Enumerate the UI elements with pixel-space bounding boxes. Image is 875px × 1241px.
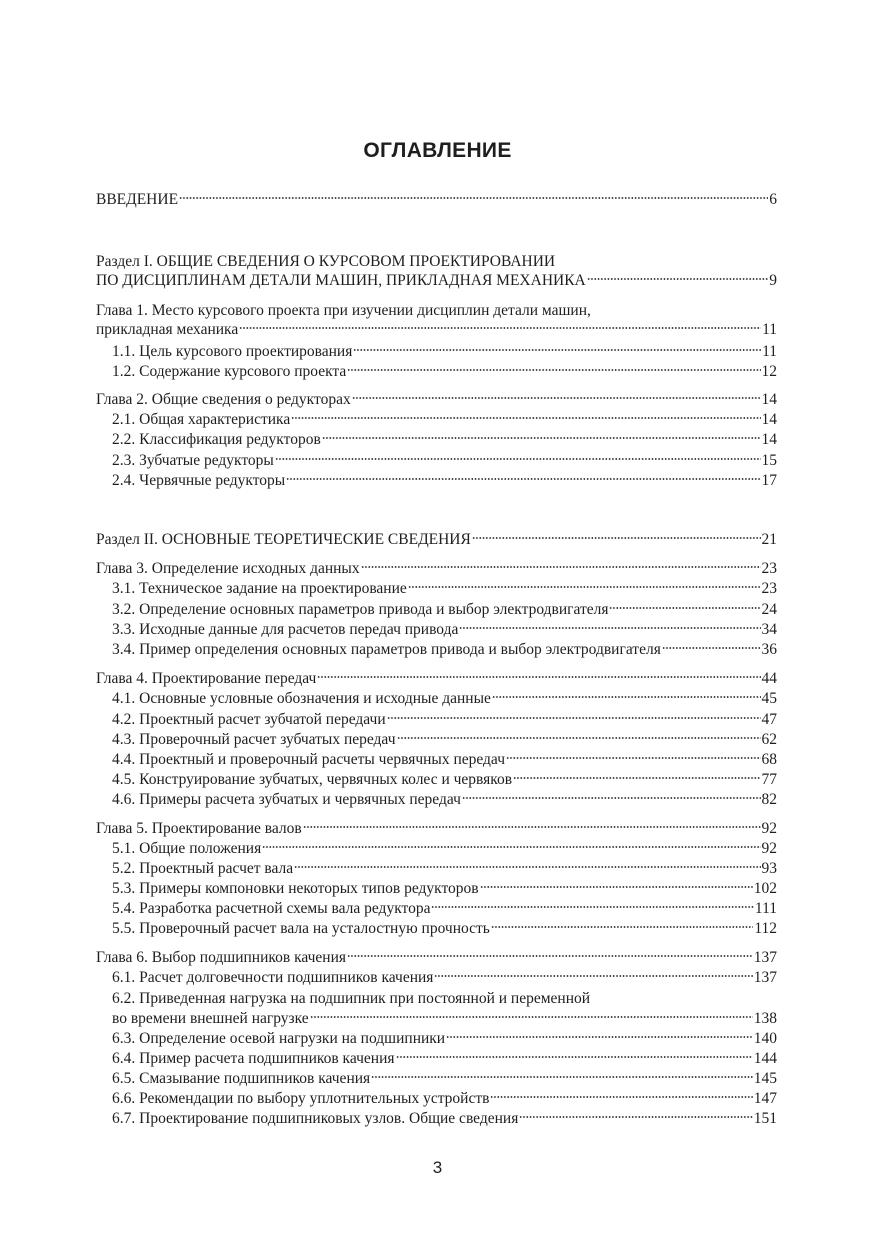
toc-entry-title: 6.5. Смазывание подшипников качения: [112, 1070, 371, 1087]
toc-entry-page: 62: [761, 731, 777, 748]
dot-leader: [294, 865, 760, 869]
page-title: ОГЛАВЛЕНИЕ: [363, 139, 512, 162]
toc-entry-page: 111: [754, 900, 777, 917]
toc-entry-page: 11: [762, 343, 777, 360]
toc-entry: [112, 839, 777, 858]
toc-entry-page: 9: [769, 272, 777, 289]
toc-entry-page: 137: [753, 969, 777, 986]
toc-entry-page: 21: [761, 531, 777, 548]
dot-leader: [408, 585, 761, 589]
toc-entry: [96, 819, 777, 838]
dot-leader: [291, 416, 760, 420]
toc-entry-title: 6.4. Пример расчета подшипников качения: [112, 1050, 395, 1067]
toc-entry: [96, 320, 777, 339]
dot-leader: [353, 348, 761, 352]
dot-leader: [397, 736, 761, 740]
toc-entry-page: 36: [761, 641, 777, 658]
toc-entry: [112, 968, 777, 987]
toc-entry: [112, 600, 777, 619]
toc-entry-page: 77: [761, 771, 777, 788]
toc-entry-page: 14: [761, 411, 777, 428]
toc-entry-title: ПО ДИСЦИПЛИНАМ ДЕТАЛИ МАШИН, ПРИКЛАДНАЯ МЕХАНИКА: [96, 272, 586, 289]
dot-leader: [513, 776, 760, 780]
toc-entry-page: 68: [761, 751, 777, 768]
toc-entry: [96, 669, 777, 688]
toc-entry: [112, 899, 777, 918]
toc-entry-title-line: Раздел I. ОБЩИЕ СВЕДЕНИЯ О КУРСОВОМ ПРОЕКТИРОВАНИИ: [96, 253, 556, 270]
toc-entry: [112, 1049, 777, 1068]
toc-entry: [112, 342, 777, 361]
toc-entry-page: 93: [761, 860, 777, 877]
toc-entry: [112, 919, 777, 938]
toc-entry: [112, 451, 777, 470]
toc-entry-title: 5.4. Разработка расчетной схемы вала редуктора: [112, 900, 431, 917]
toc-entry: [112, 689, 777, 708]
toc-entry-page: 140: [753, 1030, 777, 1047]
dot-leader: [609, 606, 760, 610]
dot-leader: [446, 1035, 753, 1039]
dot-leader: [506, 756, 761, 760]
toc-entry-title: 5.5. Проверочный расчет вала на усталостную прочность: [112, 920, 490, 937]
page-number: 3: [432, 1158, 443, 1177]
toc-entry-title: 2.4. Червячные редукторы: [112, 472, 286, 489]
dot-leader: [179, 196, 768, 200]
dot-leader: [387, 716, 761, 720]
dot-leader: [396, 1055, 753, 1059]
toc-entry-page: 6: [769, 191, 777, 208]
dot-leader: [434, 974, 752, 978]
dot-leader: [347, 368, 760, 372]
toc-entry-page: 23: [761, 580, 777, 597]
toc-entry-title: 5.3. Примеры компоновки некоторых типов редукторов: [112, 880, 479, 897]
toc-entry: [112, 1089, 777, 1108]
toc-entry-page: 15: [761, 452, 777, 469]
toc-entry: [96, 948, 777, 967]
toc-entry: [112, 730, 777, 749]
dot-leader: [492, 695, 761, 699]
toc-entry-page: 44: [761, 670, 777, 687]
toc-entry: [112, 790, 777, 809]
dot-leader: [310, 1015, 753, 1019]
toc-entry: [112, 1029, 777, 1048]
toc-entry-page: 23: [761, 560, 777, 577]
toc-entry-title: Раздел II. ОСНОВНЫЕ ТЕОРЕТИЧЕСКИЕ СВЕДЕНИЯ: [96, 531, 471, 548]
toc-entry-title: Глава 6. Выбор подшипников качения: [96, 949, 347, 966]
toc-entry-title: 4.4. Проектный и проверочный расчеты червячных передач: [112, 751, 505, 768]
toc-entry-title: Глава 3. Определение исходных данных: [96, 560, 360, 577]
dot-leader: [352, 396, 761, 400]
toc-entry-title: 4.5. Конструирование зубчатых, червячных колес и червяков: [112, 771, 513, 788]
dot-leader: [459, 626, 760, 630]
toc-entry: [112, 1069, 777, 1088]
toc-entry-title: 1.1. Цель курсового проектирования: [112, 343, 353, 360]
dot-leader: [275, 457, 761, 461]
dot-leader: [431, 905, 753, 909]
toc-entry: [112, 362, 777, 381]
toc-entry: [112, 750, 777, 769]
toc-entry: [96, 190, 777, 209]
toc-entry-title: 5.2. Проектный расчет вала: [112, 860, 294, 877]
toc-entry: [96, 271, 777, 290]
toc-entry-page: 34: [761, 621, 777, 638]
toc-entry: [112, 579, 777, 598]
toc-entry: [112, 640, 777, 659]
toc-entry: [112, 620, 777, 639]
toc-entry-title: во времени внешней нагрузке: [112, 1010, 309, 1027]
toc-entry-page: 138: [753, 1010, 777, 1027]
toc-entry: [96, 390, 777, 409]
dot-leader: [322, 436, 761, 440]
dot-leader: [286, 477, 760, 481]
toc-entry-title: 6.7. Проектирование подшипниковых узлов. Общие сведения: [112, 1110, 519, 1127]
toc-entry: [112, 770, 777, 789]
toc-entry-title: Глава 2. Общие сведения о редукторах: [96, 391, 351, 408]
toc-entry-page: 147: [753, 1090, 777, 1107]
toc-entry-title: 1.2. Содержание курсового проекта: [112, 363, 347, 380]
toc-entry: [112, 710, 777, 729]
toc-entry-page: 45: [761, 690, 777, 707]
toc-entry: [96, 559, 777, 578]
toc-entry-title: 3.2. Определение основных параметров привода и выбор электродвигателя: [112, 601, 609, 618]
dot-leader: [480, 885, 753, 889]
toc-entry-title: 5.1. Общие положения: [112, 840, 262, 857]
dot-leader: [371, 1075, 753, 1079]
toc-entry-title: 2.2. Классификация редукторов: [112, 431, 321, 448]
toc-entry-title: прикладная механика: [96, 321, 239, 338]
dot-leader: [662, 646, 761, 650]
dot-leader: [587, 277, 769, 281]
toc-entry-page: 102: [753, 880, 777, 897]
toc-entry-title-line: Глава 1. Место курсового проекта при изучении дисциплин детали машин,: [96, 302, 591, 319]
toc-entry: [112, 410, 777, 429]
toc-entry-title: 4.6. Примеры расчета зубчатых и червячных передач: [112, 791, 461, 808]
toc-entry-page: 24: [761, 601, 777, 618]
toc-entry-page: 14: [761, 431, 777, 448]
toc-entry-title: 3.1. Техническое задание на проектирование: [112, 580, 407, 597]
toc-entry-title: 4.3. Проверочный расчет зубчатых передач: [112, 731, 396, 748]
toc-entry-title: 3.4. Пример определения основных параметров привода и выбор электродвигателя: [112, 641, 661, 658]
dot-leader: [303, 825, 761, 829]
toc-entry-page: 137: [753, 949, 777, 966]
toc-entry-page: 112: [754, 920, 777, 937]
dot-leader: [347, 954, 753, 958]
toc-entry-page: 11: [762, 321, 777, 338]
toc-entry: [112, 879, 777, 898]
toc-entry-title: ВВЕДЕНИЕ: [96, 191, 179, 208]
dot-leader: [239, 326, 761, 330]
toc-entry-title: Глава 4. Проектирование передач: [96, 670, 317, 687]
toc-entry-page: 151: [753, 1110, 777, 1127]
toc-entry-title: 2.3. Зубчатые редукторы: [112, 452, 274, 469]
dot-leader: [472, 536, 761, 540]
toc-entry-page: 92: [761, 820, 777, 837]
toc-entry-title: 4.1. Основные условные обозначения и исходные данные: [112, 690, 491, 707]
dot-leader: [361, 565, 761, 569]
toc-entry-title: Глава 5. Проектирование валов: [96, 820, 302, 837]
toc-entry-title: 6.1. Расчет долговечности подшипников качения: [112, 969, 434, 986]
toc-entry-page: 92: [761, 840, 777, 857]
toc-entry-title: 4.2. Проектный расчет зубчатой передачи: [112, 711, 386, 728]
dot-leader: [490, 1095, 752, 1099]
toc-entry: [112, 430, 777, 449]
toc-entry-title: 6.3. Определение осевой нагрузки на подшипники: [112, 1030, 446, 1047]
toc-entry-page: 17: [761, 472, 777, 489]
toc-entry-title: 3.3. Исходные данные для расчетов передач привода: [112, 621, 459, 638]
toc-entry-title: 6.6. Рекомендации по выбору уплотнительных устройств: [112, 1090, 490, 1107]
toc-entry-page: 47: [761, 711, 777, 728]
dot-leader: [491, 925, 753, 929]
toc-entry: [96, 530, 777, 549]
toc-entry-page: 82: [761, 791, 777, 808]
toc-entry-page: 14: [761, 391, 777, 408]
toc-entry-page: 12: [761, 363, 777, 380]
dot-leader: [262, 845, 760, 849]
toc-entry-page: 145: [753, 1070, 777, 1087]
toc-entry: [112, 471, 777, 490]
toc-entry: [112, 1009, 777, 1028]
toc-entry: [112, 1109, 777, 1128]
dot-leader: [317, 675, 760, 679]
toc-entry: [112, 859, 777, 878]
toc-entry-title: 2.1. Общая характеристика: [112, 411, 291, 428]
toc-entry-title-line: 6.2. Приведенная нагрузка на подшипник при постоянной и переменной: [112, 990, 591, 1007]
dot-leader: [462, 796, 761, 800]
toc-entry-page: 144: [753, 1050, 777, 1067]
dot-leader: [519, 1115, 752, 1119]
